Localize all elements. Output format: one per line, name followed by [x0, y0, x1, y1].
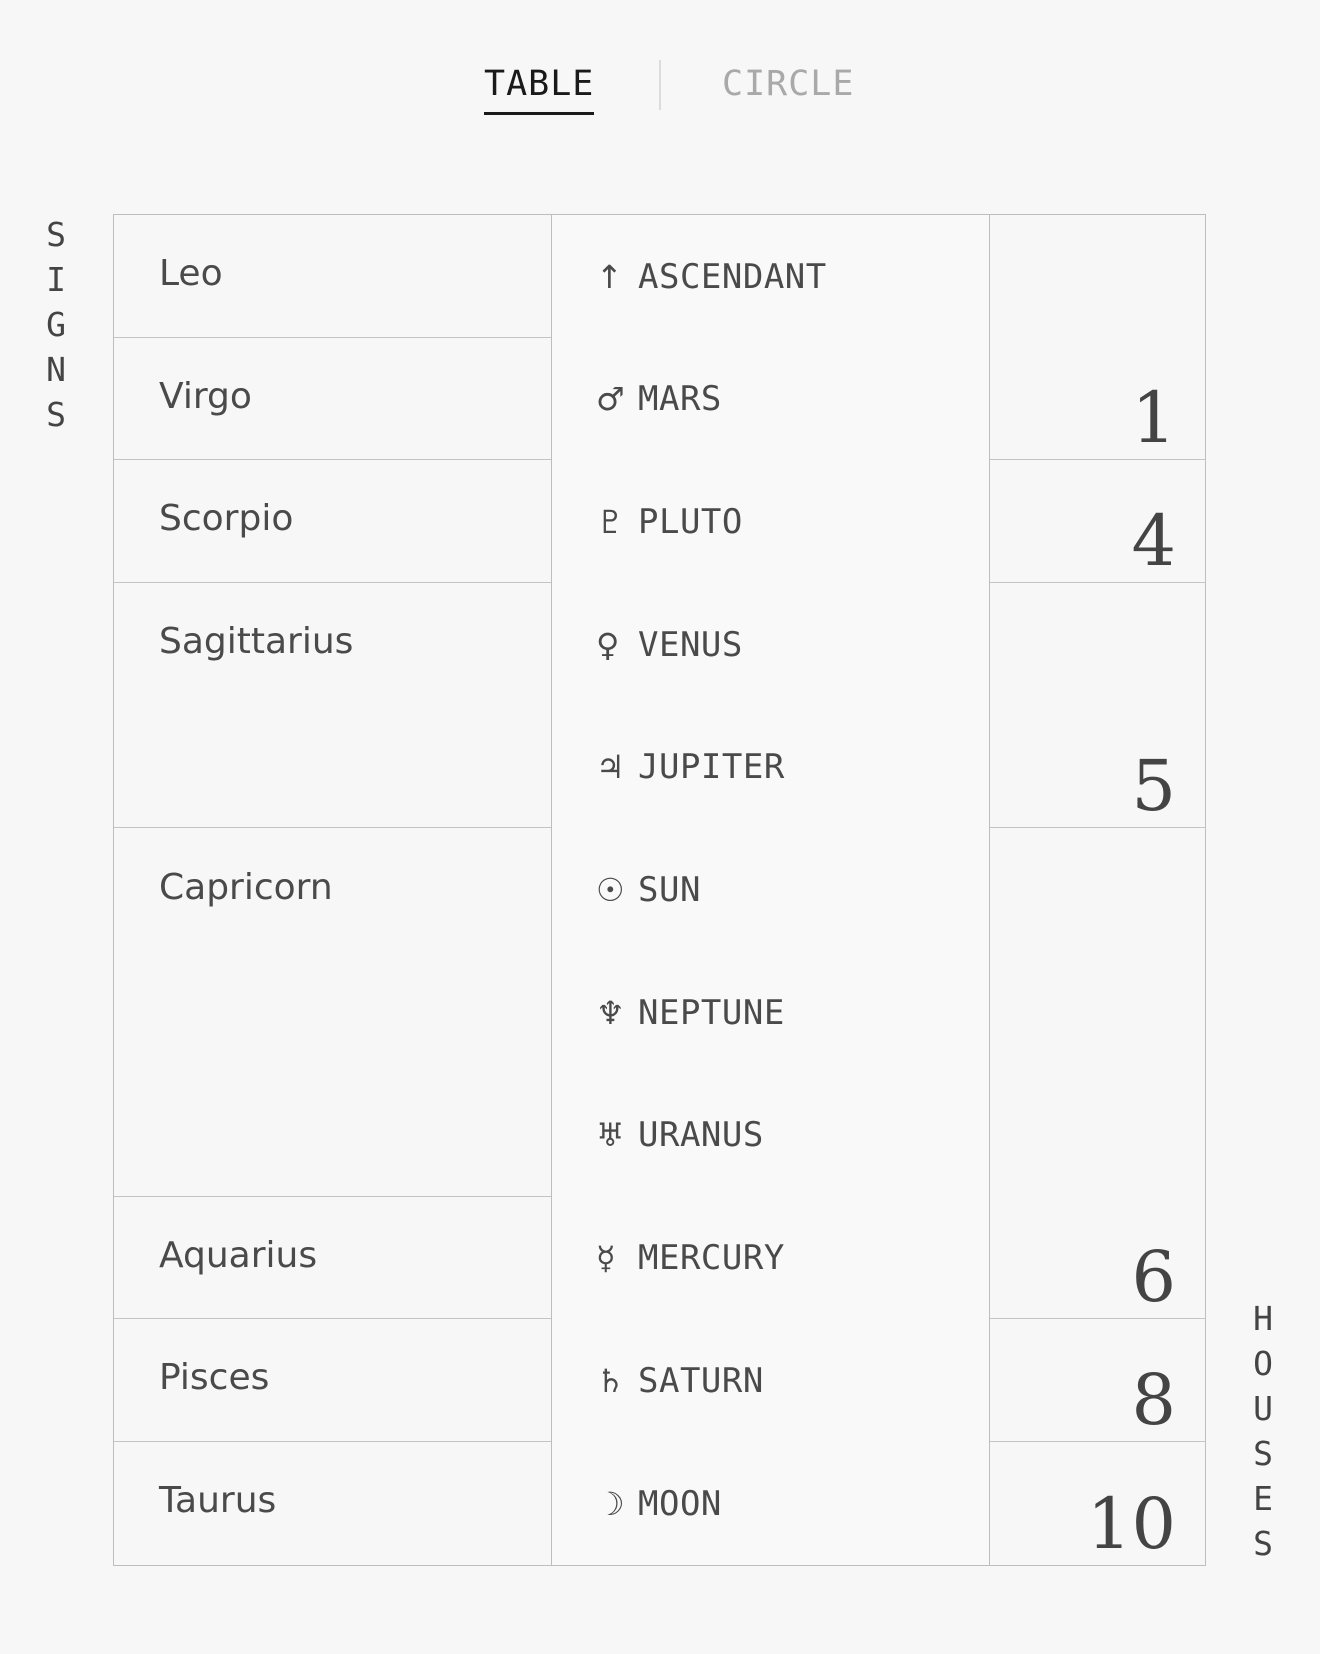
- house-number: 5: [1131, 745, 1176, 828]
- planet-row: [596, 1319, 764, 1442]
- mercury-icon: ☿: [596, 1239, 616, 1278]
- houses-label-letter: H: [1253, 1299, 1273, 1338]
- signs-label-letter: G: [46, 305, 66, 344]
- planet-name: ASCENDANT: [638, 256, 827, 297]
- uranus-icon: ♅: [596, 1116, 625, 1155]
- house-number: 8: [1131, 1358, 1176, 1441]
- pluto-icon: ♇: [596, 502, 625, 541]
- sign-name: Pisces: [159, 1357, 270, 1399]
- tab-circle[interactable]: CIRCLE: [722, 64, 855, 104]
- house-cell: [990, 460, 1206, 583]
- house-cell: [990, 1319, 1206, 1442]
- planet-name: MOON: [638, 1483, 722, 1524]
- sign-name: Taurus: [159, 1480, 277, 1521]
- house-number: 1: [1131, 377, 1176, 460]
- neptune-icon: ♆: [596, 993, 625, 1032]
- house-cell: [990, 583, 1206, 828]
- planet-row: [596, 1197, 785, 1320]
- houses-label-letter: S: [1253, 1524, 1273, 1563]
- planet-row: [596, 583, 743, 706]
- sign-name: Aquarius: [159, 1234, 318, 1276]
- planet-row: [596, 338, 722, 461]
- planet-name: PLUTO: [638, 501, 743, 542]
- signs-column: [114, 215, 552, 1565]
- venus-icon: ♀: [596, 625, 620, 664]
- signs-axis-label: [36, 212, 76, 437]
- signs-label-letter: I: [46, 260, 66, 299]
- planet-row: [596, 829, 701, 952]
- ascendant-icon: ↑: [596, 257, 623, 296]
- houses-label-letter: O: [1253, 1344, 1273, 1383]
- houses-axis-label: [1243, 1296, 1283, 1566]
- house-cell: [990, 215, 1206, 460]
- tab-divider: [659, 60, 661, 110]
- view-tabs: [0, 60, 1320, 120]
- sign-name: Leo: [159, 253, 223, 294]
- sign-cell: [114, 583, 551, 828]
- house-number: 4: [1131, 500, 1176, 583]
- planet-name: MERCURY: [638, 1238, 785, 1279]
- sign-cell: [114, 460, 551, 583]
- sign-cell: [114, 1442, 551, 1565]
- planet-row: [596, 951, 785, 1074]
- planet-name: URANUS: [638, 1115, 764, 1156]
- planet-name: NEPTUNE: [638, 992, 785, 1033]
- planet-row: [596, 1442, 722, 1565]
- chart-table: [113, 214, 1206, 1566]
- mars-icon: ♂: [596, 380, 625, 419]
- jupiter-icon: ♃: [596, 748, 625, 787]
- signs-label-letter: S: [46, 215, 66, 254]
- planet-name: JUPITER: [638, 747, 785, 788]
- signs-label-letter: N: [46, 350, 66, 389]
- planet-name: MARS: [638, 379, 722, 420]
- planet-row: [596, 460, 743, 583]
- planet-name: SUN: [638, 870, 701, 910]
- planet-row: [596, 215, 827, 338]
- sign-name: Sagittarius: [159, 621, 354, 663]
- tab-table[interactable]: TABLE: [484, 64, 594, 115]
- houses-label-letter: S: [1253, 1434, 1273, 1473]
- house-cell: [990, 829, 1206, 1320]
- house-number: 6: [1131, 1236, 1176, 1319]
- sign-name: Virgo: [159, 375, 252, 417]
- houses-label-letter: E: [1253, 1479, 1273, 1518]
- sign-name: Capricorn: [159, 866, 333, 908]
- saturn-icon: ♄: [596, 1361, 625, 1400]
- signs-label-letter: S: [46, 395, 66, 434]
- planets-column: [552, 215, 990, 1565]
- moon-icon: ☽: [596, 1484, 625, 1523]
- planet-name: VENUS: [638, 624, 743, 665]
- houses-label-letter: U: [1253, 1389, 1273, 1428]
- sign-name: Scorpio: [159, 498, 294, 540]
- sign-cell: [114, 1197, 551, 1320]
- house-cell: [990, 1442, 1206, 1565]
- house-number: 10: [1086, 1482, 1176, 1565]
- sun-icon: ☉: [596, 871, 625, 909]
- sign-cell: [114, 829, 551, 1197]
- planet-row: [596, 706, 785, 829]
- sign-cell: [114, 215, 551, 338]
- sign-cell: [114, 1319, 551, 1442]
- houses-column: [990, 215, 1206, 1565]
- sign-cell: [114, 338, 551, 461]
- planet-row: [596, 1074, 764, 1197]
- planet-name: SATURN: [638, 1360, 764, 1401]
